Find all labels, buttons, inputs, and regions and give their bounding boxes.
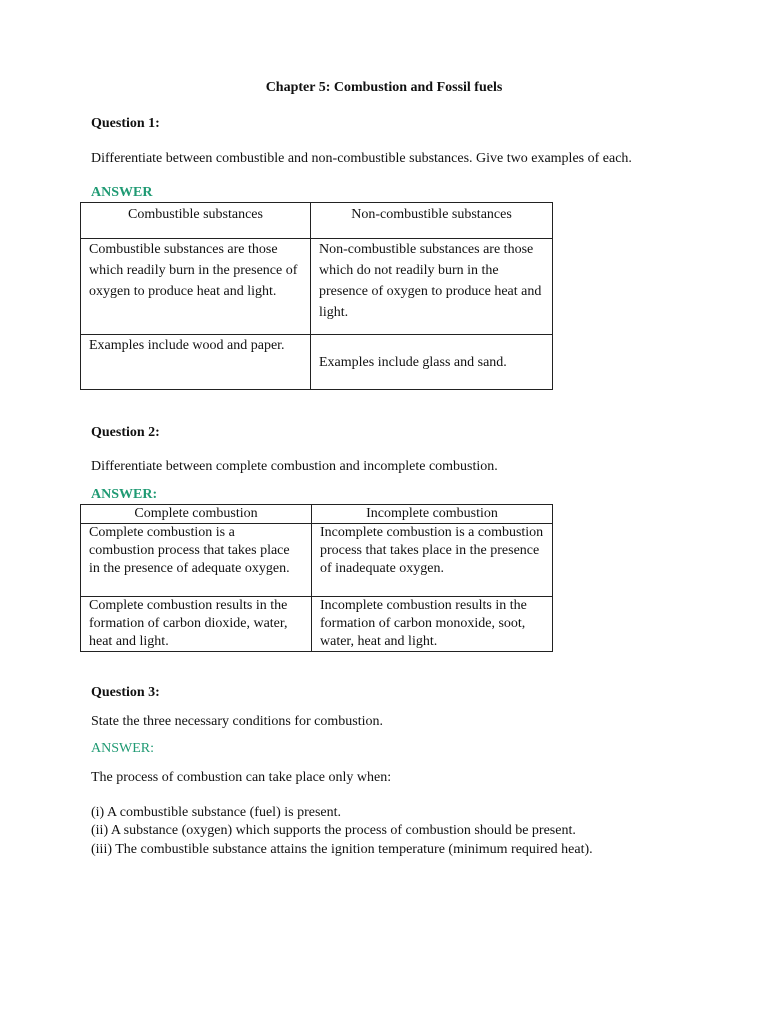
header-combustible: Combustible substances [128,207,263,222]
page-title: Chapter 5: Combustion and Fossil fuels [265,80,503,95]
table-header-cell [81,203,311,239]
header-non-combustible: Non-combustible substances [351,207,512,222]
table-cell [81,597,312,652]
question-2-heading: Question 2: [91,425,160,440]
question-3-heading: Question 3: [91,685,160,700]
non-combustible-examples: Examples include glass and sand. [319,354,507,370]
table-header-row [81,203,553,239]
table-header-cell [312,505,553,524]
question-1-answer-label: ANSWER [91,185,153,200]
table-cell [312,597,553,652]
combustible-table [80,202,553,390]
question-2-text: Differentiate between complete combustion and incomplete combustion. [91,459,498,474]
incomplete-combustion-products: Incomplete combustion results in the formation of carbon monoxide, soot, water, heat and light. [320,598,527,649]
table-header-cell [311,203,553,239]
table-cell [311,239,553,335]
table-row [81,524,553,597]
complete-combustion-definition: Complete combustion is a combustion process that takes place in the presence of adequate oxygen. [89,525,290,576]
question-3-answer-label: ANSWER: [91,741,154,756]
question-1-heading: Question 1: [91,116,160,131]
combustible-definition: Combustible substances are those which readily burn in the presence of oxygen to produce heat and light. [89,242,298,299]
table-cell [81,335,311,390]
combustible-examples: Examples include wood and paper. [89,338,285,353]
condition-item: (i) A combustible substance (fuel) is present. [91,805,341,820]
header-incomplete-combustion: Incomplete combustion [366,506,498,521]
question-3-intro: The process of combustion can take place only when: [91,770,392,785]
table-header-cell [81,505,312,524]
combustion-types-table [80,504,553,652]
table-cell [81,524,312,597]
condition-item: (iii) The combustible substance attains the ignition temperature (minimum required heat). [91,842,593,857]
question-2-answer-label: ANSWER: [91,487,158,502]
header-complete-combustion: Complete combustion [134,506,258,521]
table-header-row [81,505,553,524]
table-row [81,239,553,335]
table-cell [312,524,553,597]
question-3-text: State the three necessary conditions for combustion. [91,714,383,729]
table-row [81,597,553,652]
incomplete-combustion-definition: Incomplete combustion is a combustion process that takes place in the presence of inadequate oxygen. [320,525,544,576]
table-cell [81,239,311,335]
question-1-text: Differentiate between combustible and non-combustible substances. Give two examples of each. [91,151,632,166]
complete-combustion-products: Complete combustion results in the formation of carbon dioxide, water, heat and light. [89,598,288,649]
table-cell [311,335,553,390]
non-combustible-definition: Non-combustible substances are those which do not readily burn in the presence of oxygen to produce heat and light. [319,242,542,320]
table-row [81,335,553,390]
condition-item: (ii) A substance (oxygen) which supports the process of combustion should be present. [91,823,576,838]
